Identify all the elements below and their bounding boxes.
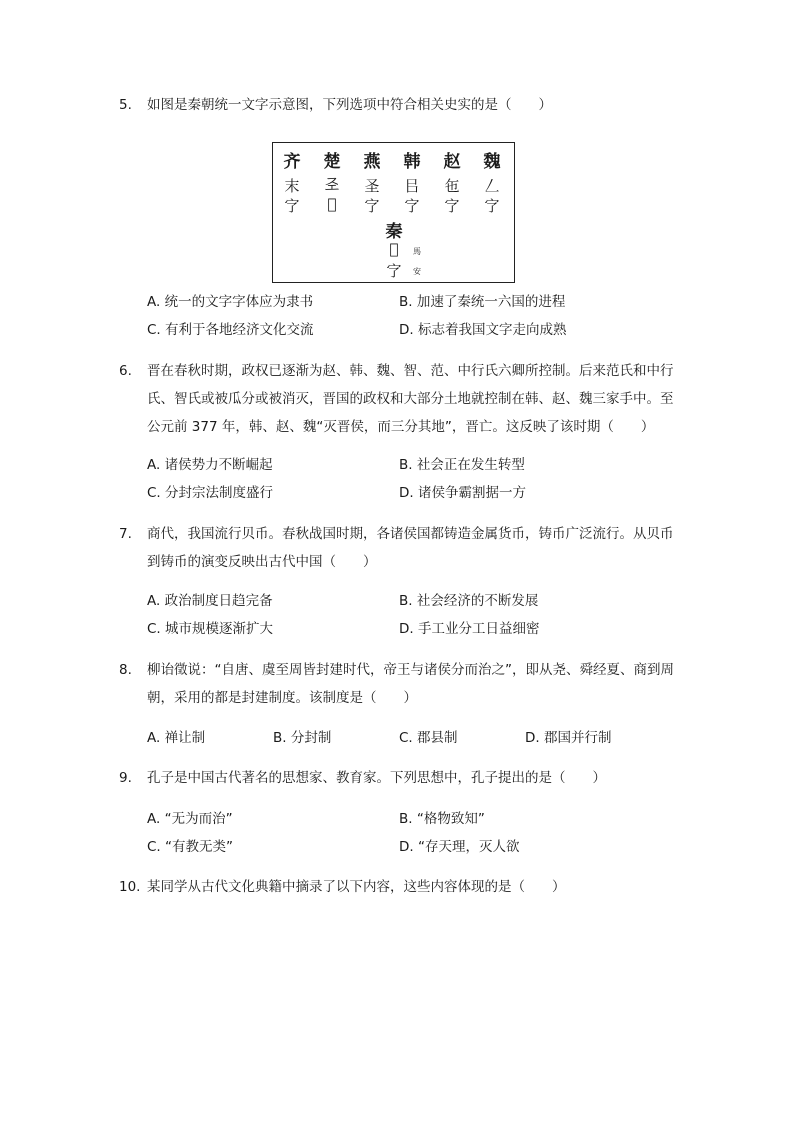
question-number: 5.	[119, 97, 132, 113]
option-label: D.	[399, 621, 414, 637]
state-qi: 齐	[283, 152, 301, 172]
q7-option-c[interactable]	[147, 619, 273, 639]
q6-option-d[interactable]	[399, 483, 526, 503]
glyph-qi-an: 㝋	[284, 197, 300, 215]
option-label: C.	[147, 839, 161, 855]
option-label: D.	[399, 485, 414, 501]
question-number: 8.	[119, 662, 132, 678]
option-text: 郡国并行制	[543, 730, 612, 746]
option-text: 诸侯争霸割据一方	[417, 485, 526, 501]
option-label: C.	[147, 485, 161, 501]
qin-script-unification-figure	[272, 142, 515, 283]
option-text: 诸侯势力不断崛起	[164, 457, 273, 473]
glyph-chu-ma: 𢀖	[324, 175, 340, 193]
glyph-chu-an: 𡧊	[327, 195, 337, 213]
q8-option-b[interactable]	[273, 728, 331, 748]
q9-option-c[interactable]	[147, 837, 233, 857]
option-label: C.	[147, 621, 161, 637]
glyph-han-an: 㝋	[404, 197, 420, 215]
glyph-yan-an: 㝋	[364, 197, 380, 215]
option-text: 手工业分工日益细密	[417, 621, 540, 637]
q7-option-a[interactable]	[147, 591, 273, 611]
question-text: 柳诒徵说：“自唐、虞至周皆封建时代，帝王与诸侯分而治之”，即从尧、舜经夏、商到周朝，采用的都是封建制度。该制度是（ ）	[147, 662, 674, 706]
option-text: 标志着我国文字走向成熟	[417, 322, 567, 338]
glyph-qin-ma: 𢒊	[389, 240, 399, 258]
glyph-yan-ma: 圣	[364, 177, 380, 195]
q6-option-a[interactable]	[147, 455, 273, 475]
glyph-qin-an: 㝋	[386, 262, 402, 280]
state-zhao: 赵	[443, 152, 461, 172]
option-label: A.	[147, 730, 161, 746]
question-number: 7.	[119, 526, 132, 542]
label-ma: 馬	[413, 247, 421, 256]
option-label: C.	[399, 730, 413, 746]
option-label: A.	[147, 593, 161, 609]
q7-option-d[interactable]	[399, 619, 539, 639]
q9-option-b[interactable]	[399, 809, 485, 829]
q5-option-c[interactable]	[147, 320, 314, 340]
option-text: 统一的文字字体应为隶书	[164, 294, 314, 310]
q5-option-b[interactable]	[399, 292, 565, 312]
q5-option-a[interactable]	[147, 292, 313, 312]
glyph-qi-ma: 末	[284, 177, 300, 195]
state-chu: 楚	[323, 152, 341, 172]
question-text: 某同学从古代文化典籍中摘录了以下内容，这些内容体现的是（ ）	[147, 879, 566, 895]
option-label: A.	[147, 457, 161, 473]
question-number: 6.	[119, 363, 132, 379]
q6-option-c[interactable]	[147, 483, 273, 503]
option-text: “存天理，灭人欲	[417, 839, 520, 855]
option-label: D.	[399, 839, 414, 855]
glyph-han-ma: 㠯	[404, 177, 420, 195]
glyph-zhao-ma: 㐌	[444, 177, 460, 195]
state-wei: 魏	[483, 152, 501, 172]
option-label: C.	[147, 322, 161, 338]
option-label: B.	[399, 294, 413, 310]
option-label: B.	[273, 730, 287, 746]
q9-option-a[interactable]	[147, 809, 233, 829]
option-text: 郡县制	[417, 730, 458, 746]
question-number: 10.	[119, 879, 141, 895]
option-text: 社会正在发生转型	[416, 457, 525, 473]
option-text: “格物致知”	[416, 811, 485, 827]
question-text: 如图是秦朝统一文字示意图，下列选项中符合相关史实的是（ ）	[147, 97, 552, 113]
option-text: 政治制度日趋完备	[164, 593, 273, 609]
question-text: 商代，我国流行贝币。春秋战国时期，各诸侯国都铸造金属货币，铸币广泛流行。从贝币到铸币的演变反映出古代中国（ ）	[147, 526, 674, 570]
option-label: D.	[399, 322, 414, 338]
q7-option-b[interactable]	[399, 591, 538, 611]
option-label: A.	[147, 294, 161, 310]
option-text: 分封制	[290, 730, 332, 746]
option-text: 社会经济的不断发展	[416, 593, 539, 609]
option-text: “有教无类”	[165, 839, 234, 855]
option-text: 禅让制	[164, 730, 206, 746]
q9-option-d[interactable]	[399, 837, 519, 857]
glyph-wei-ma: 𠃋	[484, 177, 500, 195]
state-yan: 燕	[363, 152, 381, 172]
glyph-zhao-an: 㝋	[444, 197, 460, 215]
option-label: B.	[399, 811, 413, 827]
option-text: “无为而治”	[164, 811, 233, 827]
option-label: B.	[399, 593, 413, 609]
q5-option-d[interactable]	[399, 320, 566, 340]
option-text: 有利于各地经济文化交流	[165, 322, 314, 338]
q8-option-c[interactable]	[399, 728, 458, 748]
option-text: 城市规模逐渐扩大	[165, 621, 274, 637]
q8-option-d[interactable]	[525, 728, 611, 748]
q6-option-b[interactable]	[399, 455, 525, 475]
state-qin: 秦	[385, 222, 403, 242]
option-label: B.	[399, 457, 413, 473]
option-text: 分封宗法制度盛行	[165, 485, 274, 501]
glyph-wei-an: 㝋	[484, 197, 500, 215]
option-label: A.	[147, 811, 161, 827]
question-text: 孔子是中国古代著名的思想家、教育家。下列思想中，孔子提出的是（ ）	[147, 770, 606, 786]
question-text: 晋在春秋时期，政权已逐渐为赵、韩、魏、智、范、中行氏六卿所控制。后来范氏和中行氏、智氏或被瓜分或被消灭，晋国的政权和大部分土地就控制在韩、赵、魏三家手中。至公元前 377 年，韩、赵、魏“灭晋侯，而三分其地”，晋亡。这反映了该时期（ ）	[147, 363, 674, 435]
q8-option-a[interactable]	[147, 728, 205, 748]
label-an: 安	[413, 267, 421, 276]
option-label: D.	[525, 730, 540, 746]
option-text: 加速了秦统一六国的进程	[416, 294, 566, 310]
question-number: 9.	[119, 770, 132, 786]
state-han: 韩	[403, 152, 421, 172]
